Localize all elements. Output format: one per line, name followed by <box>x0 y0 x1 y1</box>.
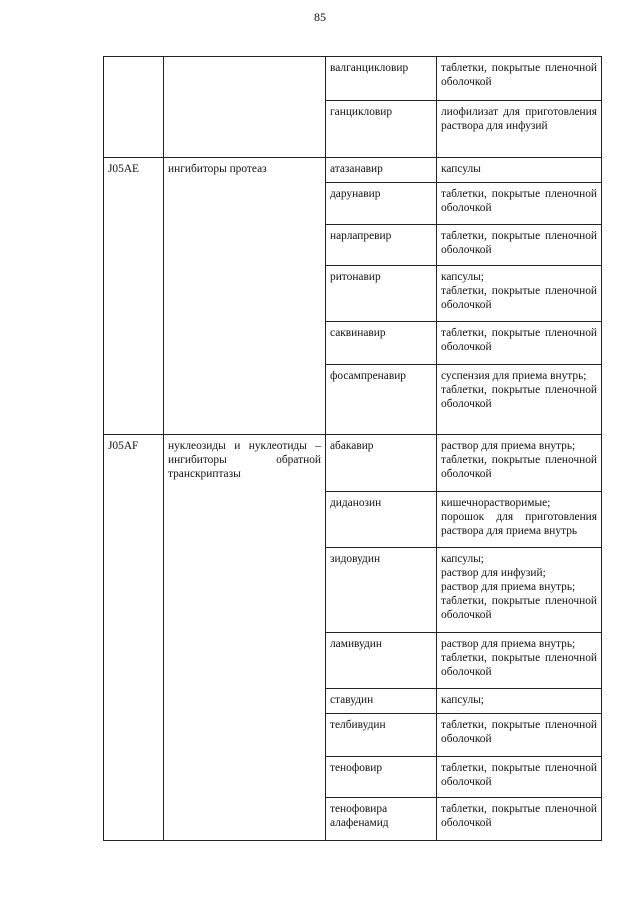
drug-name-cell: телбивудин <box>326 714 437 757</box>
dosage-form: таблетки, покрытые пленочной оболочкой <box>441 652 597 678</box>
dosage-form-cell <box>437 714 602 757</box>
dosage-form: раствор для приема внутрь; <box>441 440 576 452</box>
drug-name-cell: тенофовир <box>326 757 437 798</box>
dosage-form-cell <box>437 633 602 689</box>
drug-name-cell: тенофовира алафенамид <box>326 798 437 841</box>
dosage-form: таблетки, покрытые пленочной оболочкой <box>441 719 597 745</box>
dosage-form: суспензия для приема внутрь; <box>441 370 587 382</box>
table-row <box>104 158 602 183</box>
dosage-form-cell <box>437 689 602 714</box>
dosage-form-cell <box>437 798 602 841</box>
dosage-form-cell <box>437 266 602 322</box>
dosage-form-cell <box>437 365 602 435</box>
dosage-form: капсулы; <box>441 271 484 283</box>
dosage-form-cell <box>437 435 602 492</box>
dosage-form: раствор для приема внутрь; <box>441 581 576 593</box>
dosage-form-cell <box>437 158 602 183</box>
dosage-form-cell <box>437 225 602 266</box>
drug-name-cell: диданозин <box>326 492 437 548</box>
dosage-form: капсулы; <box>441 553 484 565</box>
drug-name-cell: зидовудин <box>326 548 437 633</box>
drug-name-cell: атазанавир <box>326 158 437 183</box>
dosage-form-cell <box>437 101 602 158</box>
dosage-form: таблетки, покрытые пленочной оболочкой <box>441 230 597 256</box>
drug-name-cell: дарунавир <box>326 183 437 225</box>
page-number: 85 <box>314 10 326 24</box>
dosage-form: таблетки, покрытые пленочной оболочкой <box>441 762 597 788</box>
table-row <box>104 57 602 101</box>
drug-name-cell: валганцикловир <box>326 57 437 101</box>
dosage-form: капсулы; <box>441 694 484 706</box>
atc-code-cell <box>104 57 164 158</box>
dosage-form: кишечнорастворимые; <box>441 497 551 509</box>
dosage-form: таблетки, покрытые пленочной оболочкой <box>441 803 597 829</box>
dosage-form: таблетки, покрытые пленочной оболочкой <box>441 454 597 480</box>
dosage-form: капсулы <box>441 163 481 175</box>
group-name-cell <box>164 57 326 158</box>
drug-name-cell: ганцикловир <box>326 101 437 158</box>
dosage-form: порошок для приготовления раствора для приема внутрь <box>441 511 597 537</box>
dosage-form: лиофилизат для приготовления раствора для инфузий <box>441 106 597 132</box>
dosage-form: таблетки, покрытые пленочной оболочкой <box>441 62 597 88</box>
dosage-form: таблетки, покрытые пленочной оболочкой <box>441 188 597 214</box>
group-name-cell: ингибиторы протеаз <box>164 158 326 435</box>
dosage-form-cell <box>437 322 602 365</box>
drug-table <box>103 56 602 841</box>
dosage-form: таблетки, покрытые пленочной оболочкой <box>441 327 597 353</box>
drug-name-cell: ставудин <box>326 689 437 714</box>
dosage-form-cell <box>437 183 602 225</box>
dosage-form: раствор для инфузий; <box>441 567 546 579</box>
dosage-form-cell <box>437 492 602 548</box>
table-row <box>104 435 602 492</box>
dosage-form: таблетки, покрытые пленочной оболочкой <box>441 595 597 621</box>
drug-name-cell: нарлапревир <box>326 225 437 266</box>
drug-name-cell: саквинавир <box>326 322 437 365</box>
drug-name-cell: ритонавир <box>326 266 437 322</box>
dosage-form-cell <box>437 548 602 633</box>
dosage-form-cell <box>437 757 602 798</box>
dosage-form-cell <box>437 57 602 101</box>
dosage-form: таблетки, покрытые пленочной оболочкой <box>441 384 597 410</box>
group-name-cell: нуклеозиды и нуклеотиды – ингибиторы обратной транскриптазы <box>164 435 326 841</box>
atc-code-cell: J05AE <box>104 158 164 435</box>
atc-code-cell: J05AF <box>104 435 164 841</box>
dosage-form: таблетки, покрытые пленочной оболочкой <box>441 285 597 311</box>
dosage-form: раствор для приема внутрь; <box>441 638 576 650</box>
drug-name-cell: ламивудин <box>326 633 437 689</box>
drug-name-cell: фосампренавир <box>326 365 437 435</box>
drug-name-cell: абакавир <box>326 435 437 492</box>
